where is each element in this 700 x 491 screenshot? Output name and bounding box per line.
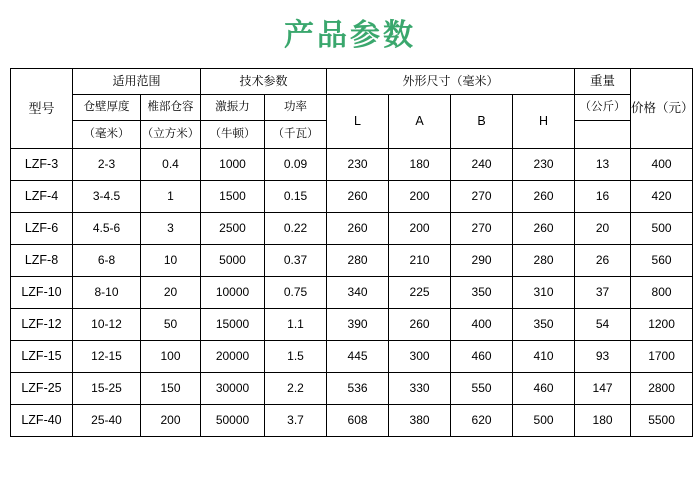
cell-thickness: 25-40 — [73, 405, 141, 437]
cell-model: LZF-40 — [11, 405, 73, 437]
cell-force: 1500 — [201, 181, 265, 213]
header-weight-unit: （公斤） — [575, 95, 631, 121]
cell-dim-b: 240 — [451, 149, 513, 181]
cell-volume: 200 — [141, 405, 201, 437]
cell-dim-a: 210 — [389, 245, 451, 277]
cell-force: 30000 — [201, 373, 265, 405]
header-sub-volume-unit: （立方米） — [141, 121, 201, 149]
header-row-groups — [11, 69, 693, 95]
cell-volume: 50 — [141, 309, 201, 341]
header-weight-spacer — [575, 121, 631, 149]
cell-thickness: 6-8 — [73, 245, 141, 277]
cell-power: 0.75 — [265, 277, 327, 309]
table-row — [11, 373, 693, 405]
cell-thickness: 15-25 — [73, 373, 141, 405]
header-dim-h: H — [513, 95, 575, 149]
cell-model: LZF-15 — [11, 341, 73, 373]
cell-weight: 93 — [575, 341, 631, 373]
table-row — [11, 213, 693, 245]
cell-weight: 37 — [575, 277, 631, 309]
cell-weight: 26 — [575, 245, 631, 277]
cell-force: 20000 — [201, 341, 265, 373]
header-sub-thickness-unit: （毫米） — [73, 121, 141, 149]
cell-dim-l: 230 — [327, 149, 389, 181]
cell-power: 0.09 — [265, 149, 327, 181]
cell-dim-h: 280 — [513, 245, 575, 277]
cell-dim-l: 536 — [327, 373, 389, 405]
cell-price: 400 — [631, 149, 693, 181]
cell-price: 2800 — [631, 373, 693, 405]
cell-dim-h: 260 — [513, 181, 575, 213]
cell-volume: 100 — [141, 341, 201, 373]
cell-price: 1200 — [631, 309, 693, 341]
cell-model: LZF-12 — [11, 309, 73, 341]
cell-dim-l: 280 — [327, 245, 389, 277]
cell-force: 2500 — [201, 213, 265, 245]
cell-dim-h: 310 — [513, 277, 575, 309]
cell-model: LZF-4 — [11, 181, 73, 213]
cell-dim-b: 620 — [451, 405, 513, 437]
cell-volume: 10 — [141, 245, 201, 277]
cell-dim-b: 270 — [451, 213, 513, 245]
table-row — [11, 309, 693, 341]
cell-power: 0.22 — [265, 213, 327, 245]
cell-dim-l: 340 — [327, 277, 389, 309]
header-row-subnames — [11, 95, 693, 121]
cell-dim-l: 260 — [327, 181, 389, 213]
cell-model: LZF-6 — [11, 213, 73, 245]
table-body — [11, 149, 693, 437]
cell-volume: 150 — [141, 373, 201, 405]
header-sub-power-unit: （千瓦） — [265, 121, 327, 149]
cell-price: 800 — [631, 277, 693, 309]
cell-dim-h: 460 — [513, 373, 575, 405]
table-row — [11, 405, 693, 437]
cell-weight: 180 — [575, 405, 631, 437]
cell-weight: 54 — [575, 309, 631, 341]
cell-price: 560 — [631, 245, 693, 277]
cell-power: 0.15 — [265, 181, 327, 213]
cell-force: 50000 — [201, 405, 265, 437]
cell-dim-l: 608 — [327, 405, 389, 437]
table-row — [11, 341, 693, 373]
cell-dim-b: 400 — [451, 309, 513, 341]
cell-weight: 16 — [575, 181, 631, 213]
cell-force: 5000 — [201, 245, 265, 277]
cell-thickness: 3-4.5 — [73, 181, 141, 213]
cell-dim-a: 380 — [389, 405, 451, 437]
header-price: 价格（元） — [631, 69, 693, 149]
header-sub-power-name: 功率 — [265, 95, 327, 121]
cell-force: 10000 — [201, 277, 265, 309]
header-sub-thickness-name: 仓壁厚度 — [73, 95, 141, 121]
cell-dim-h: 410 — [513, 341, 575, 373]
cell-dim-a: 260 — [389, 309, 451, 341]
spec-table-container — [0, 68, 700, 437]
cell-dim-a: 300 — [389, 341, 451, 373]
cell-thickness: 4.5-6 — [73, 213, 141, 245]
cell-dim-h: 500 — [513, 405, 575, 437]
cell-dim-h: 260 — [513, 213, 575, 245]
table-row — [11, 277, 693, 309]
cell-weight: 147 — [575, 373, 631, 405]
header-group-dimensions: 外形尺寸（毫米） — [327, 69, 575, 95]
cell-weight: 13 — [575, 149, 631, 181]
header-group-scope: 适用范围 — [73, 69, 201, 95]
header-sub-force-name: 激振力 — [201, 95, 265, 121]
cell-model: LZF-3 — [11, 149, 73, 181]
cell-dim-b: 550 — [451, 373, 513, 405]
table-row — [11, 245, 693, 277]
cell-weight: 20 — [575, 213, 631, 245]
cell-volume: 20 — [141, 277, 201, 309]
cell-model: LZF-25 — [11, 373, 73, 405]
cell-dim-h: 350 — [513, 309, 575, 341]
cell-volume: 0.4 — [141, 149, 201, 181]
cell-dim-a: 225 — [389, 277, 451, 309]
cell-dim-a: 180 — [389, 149, 451, 181]
table-row — [11, 149, 693, 181]
cell-model: LZF-8 — [11, 245, 73, 277]
header-weight: 重量 — [575, 69, 631, 95]
cell-power: 3.7 — [265, 405, 327, 437]
cell-dim-b: 270 — [451, 181, 513, 213]
header-model: 型号 — [11, 69, 73, 149]
cell-dim-b: 460 — [451, 341, 513, 373]
cell-volume: 3 — [141, 213, 201, 245]
product-spec-table — [10, 68, 693, 437]
cell-dim-a: 200 — [389, 181, 451, 213]
cell-dim-h: 230 — [513, 149, 575, 181]
header-group-tech: 技术参数 — [201, 69, 327, 95]
cell-dim-a: 330 — [389, 373, 451, 405]
cell-thickness: 10-12 — [73, 309, 141, 341]
header-dim-a: A — [389, 95, 451, 149]
cell-dim-b: 350 — [451, 277, 513, 309]
cell-dim-b: 290 — [451, 245, 513, 277]
cell-force: 15000 — [201, 309, 265, 341]
cell-thickness: 12-15 — [73, 341, 141, 373]
cell-dim-l: 260 — [327, 213, 389, 245]
cell-price: 1700 — [631, 341, 693, 373]
cell-price: 420 — [631, 181, 693, 213]
cell-thickness: 8-10 — [73, 277, 141, 309]
cell-price: 5500 — [631, 405, 693, 437]
cell-power: 1.1 — [265, 309, 327, 341]
header-sub-force-unit: （牛顿） — [201, 121, 265, 149]
cell-dim-a: 200 — [389, 213, 451, 245]
cell-model: LZF-10 — [11, 277, 73, 309]
cell-power: 1.5 — [265, 341, 327, 373]
cell-power: 2.2 — [265, 373, 327, 405]
cell-price: 500 — [631, 213, 693, 245]
page-title: 产品参数 — [284, 19, 416, 52]
table-row — [11, 181, 693, 213]
header-dim-b: B — [451, 95, 513, 149]
header-dim-l: L — [327, 95, 389, 149]
cell-power: 0.37 — [265, 245, 327, 277]
header-sub-volume-name: 椎部仓容 — [141, 95, 201, 121]
cell-dim-l: 390 — [327, 309, 389, 341]
table-header — [11, 69, 693, 149]
cell-volume: 1 — [141, 181, 201, 213]
cell-force: 1000 — [201, 149, 265, 181]
cell-thickness: 2-3 — [73, 149, 141, 181]
cell-dim-l: 445 — [327, 341, 389, 373]
